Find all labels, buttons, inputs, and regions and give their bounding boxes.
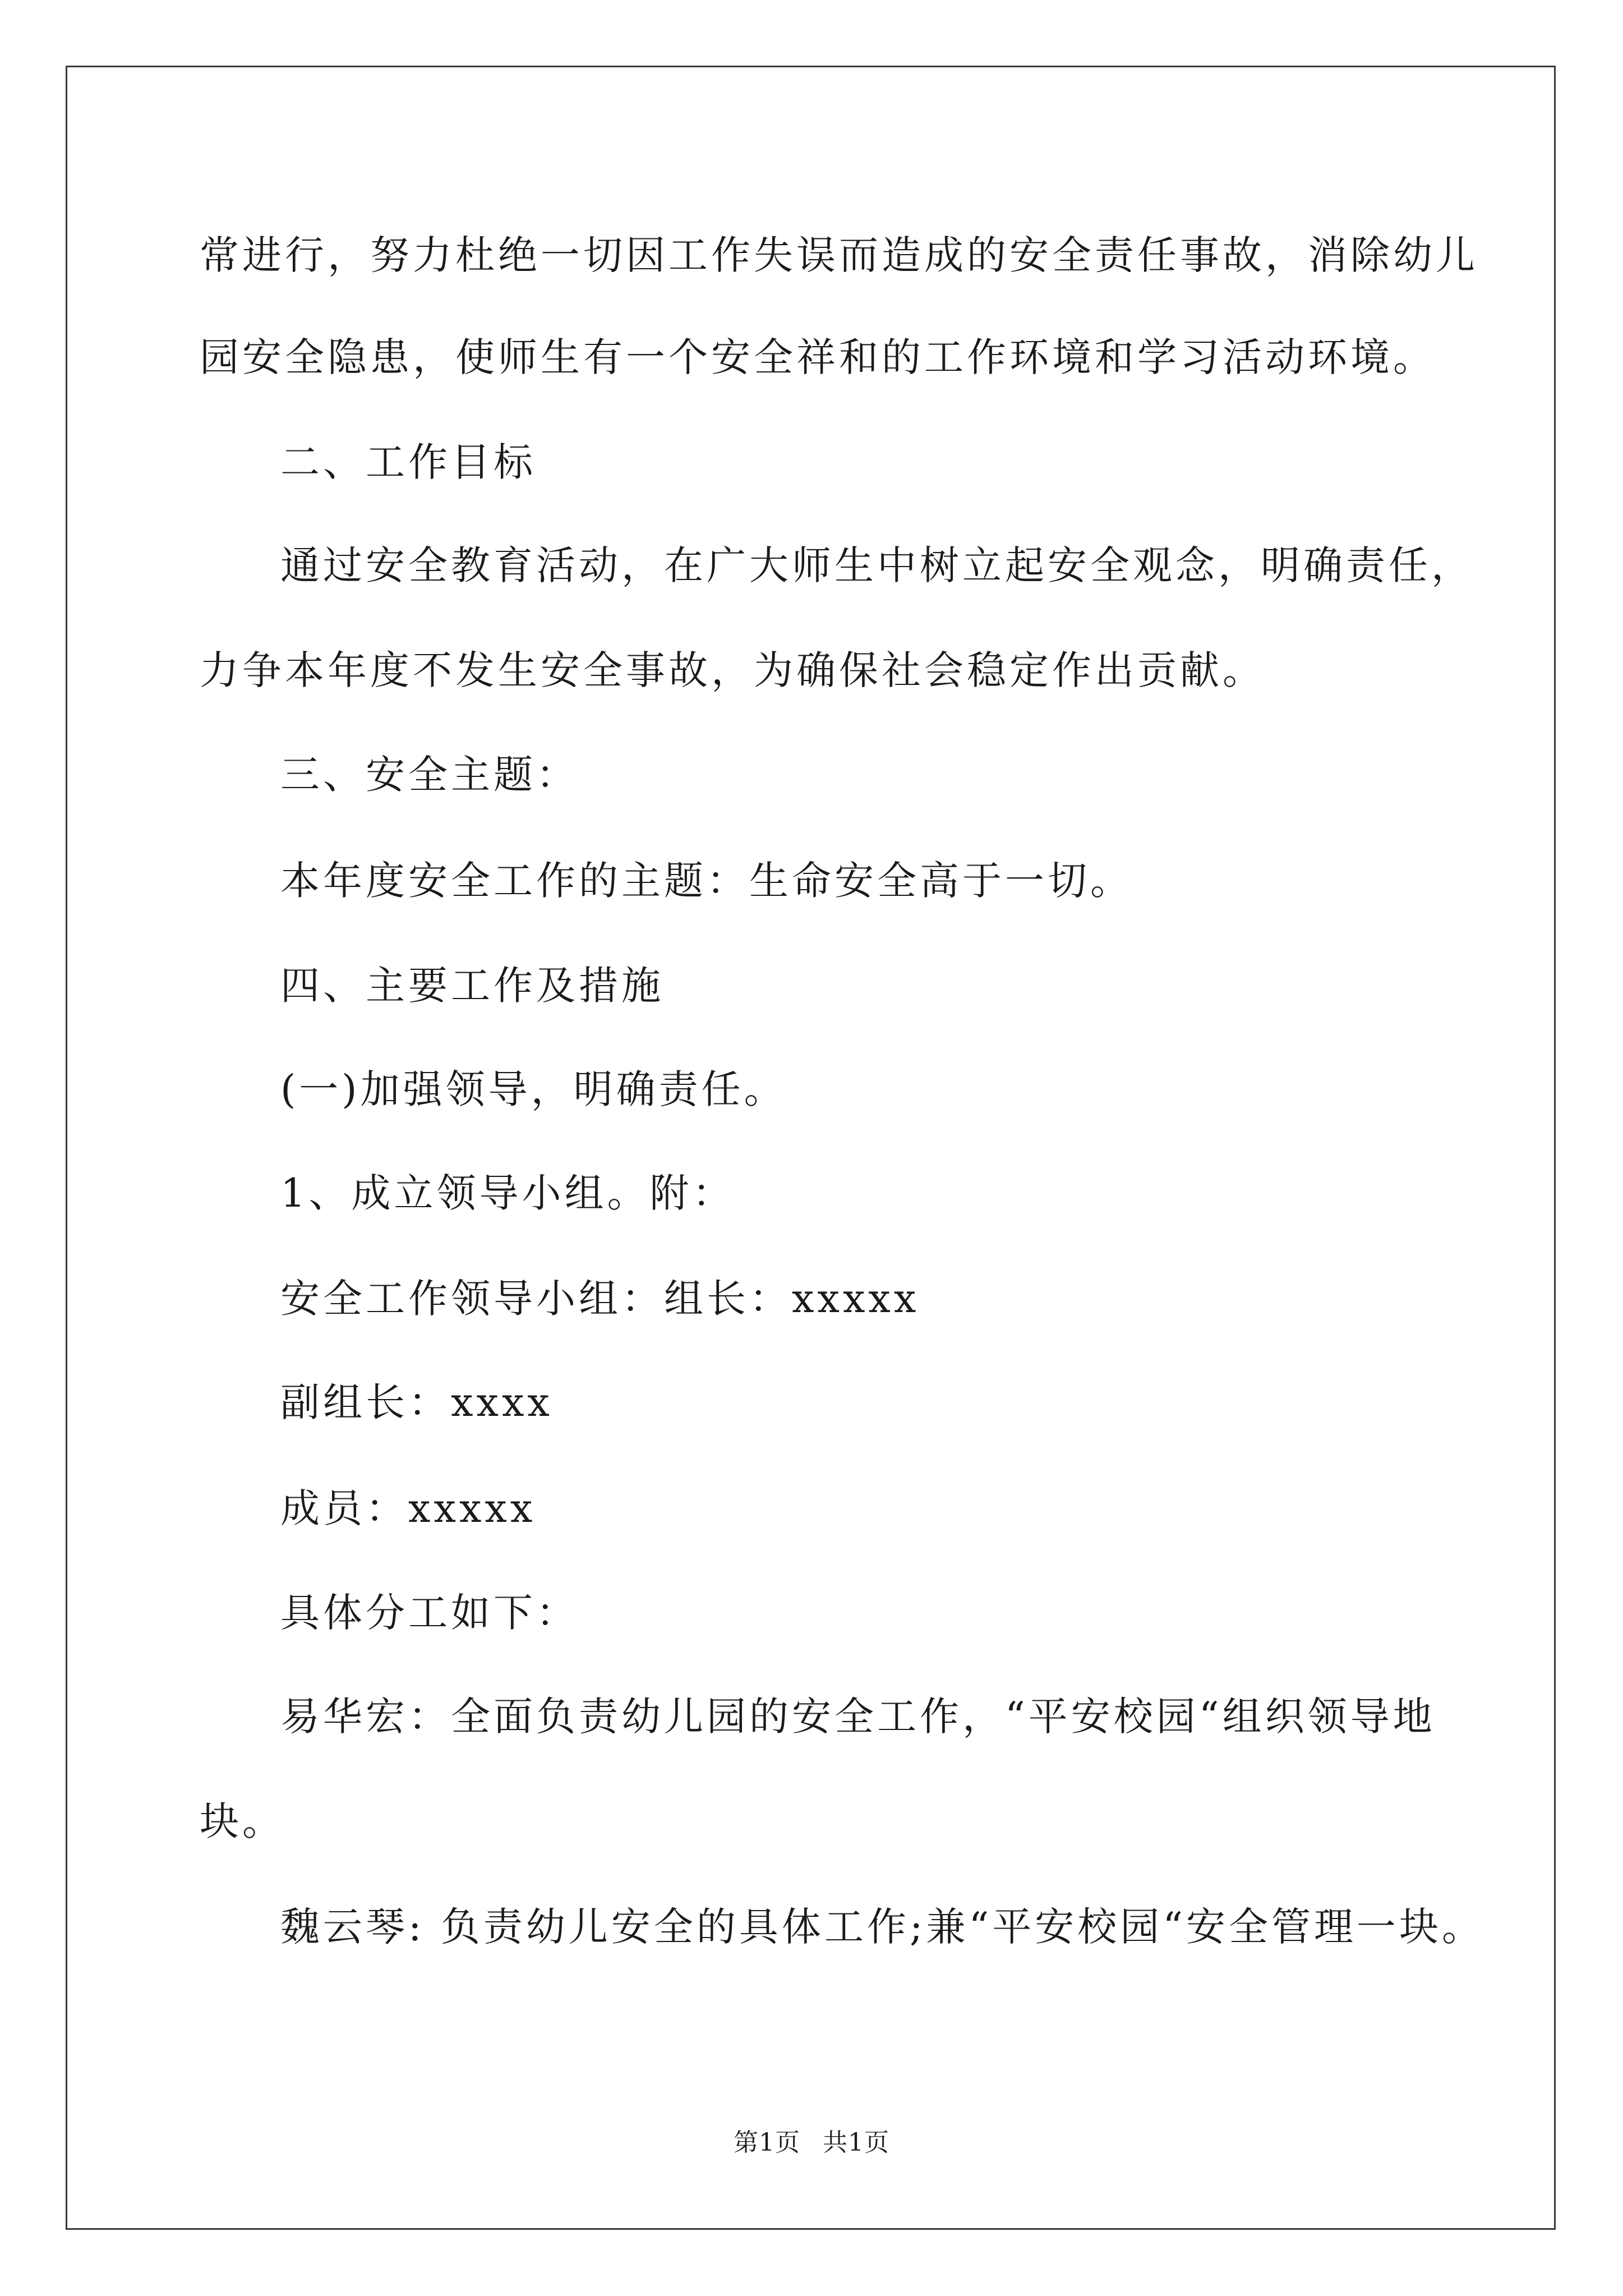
page-number-total: 共1页 — [823, 2128, 889, 2157]
paragraph-line: 块。 — [200, 1798, 285, 1844]
paragraph-line: 常进行，努力杜绝一切因工作失误而造成的安全责任事故，消除幼儿 — [200, 232, 1478, 278]
paragraph-line: 园安全隐患，使师生有一个安全祥和的工作环境和学习活动环境。 — [200, 334, 1436, 380]
paragraph-line: 易华宏：全面负责幼儿园的安全工作，“平安校园“组织领导地 — [280, 1694, 1436, 1740]
paragraph-line: 安全工作领导小组：组长：xxxxx — [280, 1276, 920, 1322]
list-item: 1、成立领导小组。附： — [280, 1170, 735, 1216]
section-heading: 三、安全主题： — [280, 752, 579, 798]
paragraph-line: 本年度安全工作的主题：生命安全高于一切。 — [280, 858, 1133, 904]
paragraph-line: 具体分工如下： — [280, 1590, 579, 1636]
paragraph-line: 通过安全教育活动，在广大师生中树立起安全观念，明确责任， — [280, 542, 1474, 588]
section-heading: 二、工作目标 — [280, 439, 536, 485]
paragraph-line: 副组长：xxxx — [280, 1379, 553, 1425]
paragraph-line: 魏云琴: 负责幼儿安全的具体工作;兼“平安校园“安全管理一块。 — [280, 1904, 1484, 1950]
page-number-current: 第1页 — [734, 2128, 800, 2157]
page-footer — [0, 2126, 1623, 2160]
paragraph-line: 力争本年度不发生安全事故，为确保社会稳定作出贡献。 — [200, 647, 1265, 693]
paragraph-line: 成员：xxxxx — [280, 1485, 536, 1531]
section-heading: 四、主要工作及措施 — [280, 963, 664, 1009]
subsection-heading: (一)加强领导，明确责任。 — [280, 1066, 787, 1112]
